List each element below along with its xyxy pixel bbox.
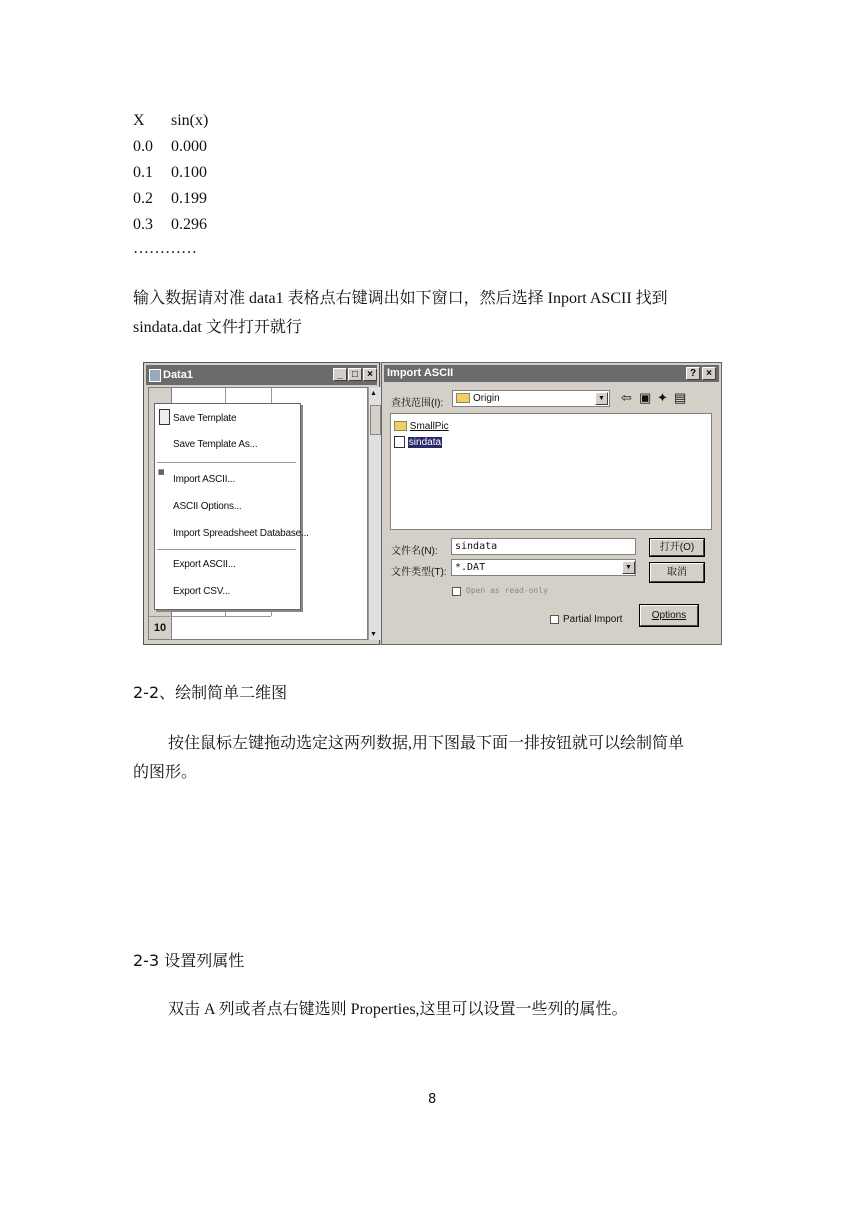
file-icon	[394, 436, 405, 448]
filetype-select[interactable]: *.DAT	[451, 559, 636, 576]
file-name: sindata	[408, 436, 442, 448]
dialog-close-button[interactable]: ×	[702, 367, 716, 380]
filetype-label: 文件类型(T):	[391, 567, 447, 578]
filename-input[interactable]: sindata	[451, 538, 636, 555]
open-button[interactable]: 打开(O)	[650, 539, 704, 556]
back-icon[interactable]: ⇦	[621, 390, 632, 405]
context-menu	[154, 403, 309, 610]
cell-sin: 0.296	[171, 216, 207, 233]
menu-import-spreadsheet-database[interactable]: Import Spreadsheet Database...	[173, 528, 309, 539]
cell-x: 0.0	[133, 138, 153, 155]
scroll-down-icon[interactable]: ▼	[370, 630, 377, 638]
vertical-scrollbar[interactable]	[368, 387, 381, 640]
look-in-label: 查找范围(I):	[391, 398, 444, 409]
data1-window	[143, 362, 380, 645]
section-heading: 2-2、绘制简单二维图	[133, 683, 288, 702]
cell-sin: 0.000	[171, 138, 207, 155]
list-item[interactable]	[394, 436, 442, 448]
look-in-select[interactable]	[452, 390, 610, 407]
menu-import-ascii[interactable]: Import ASCII...	[173, 474, 236, 485]
help-button[interactable]: ?	[686, 367, 700, 380]
ellipsis: …………	[133, 240, 197, 257]
dialog-title: Import ASCII	[387, 367, 454, 379]
readonly-label: Open as read-only	[466, 586, 548, 595]
partial-import-label: Partial Import	[563, 614, 623, 625]
cell-x: 0.1	[133, 164, 153, 181]
folder-icon	[394, 421, 407, 431]
menu-ascii-options[interactable]: ASCII Options...	[173, 501, 242, 512]
cancel-button[interactable]: 取消	[650, 563, 704, 582]
chevron-down-icon[interactable]: ▼	[595, 392, 608, 405]
paragraph-line: 双击 A 列或者点右键选则 Properties,这里可以设置一些列的属性。	[168, 1001, 628, 1018]
up-folder-icon[interactable]: ▣	[639, 390, 652, 405]
cell-sin: 0.100	[171, 164, 207, 181]
paragraph-line: sindata.dat 文件打开就行	[133, 319, 302, 336]
chevron-down-icon[interactable]: ▼	[622, 561, 635, 574]
cell-x: 0.3	[133, 216, 153, 233]
col-x-header: X	[133, 112, 145, 129]
scroll-up-icon[interactable]: ▲	[370, 389, 377, 397]
menu-save-template[interactable]: Save Template	[173, 413, 237, 424]
paragraph-line: 按住鼠标左键拖动选定这两列数据,用下图最下面一排按钮就可以绘制简单	[168, 735, 685, 752]
look-in-value: Origin	[473, 393, 500, 404]
list-item[interactable]	[394, 421, 449, 432]
maximize-button[interactable]: □	[348, 368, 362, 381]
minimize-button[interactable]: _	[333, 368, 347, 381]
new-folder-icon[interactable]: ✦	[657, 390, 668, 405]
data1-title-bar	[146, 365, 377, 385]
cell-sin: 0.199	[171, 190, 207, 207]
view-menu-icon[interactable]: ▤	[674, 390, 687, 405]
filename-label: 文件名(N):	[391, 546, 438, 557]
folder-icon	[456, 393, 470, 403]
file-name: SmallPic	[409, 421, 449, 432]
file-list[interactable]	[390, 413, 712, 530]
worksheet-icon	[149, 369, 161, 382]
readonly-checkbox[interactable]	[452, 587, 461, 596]
partial-import-checkbox[interactable]	[550, 615, 559, 624]
paragraph-line: 的图形。	[133, 764, 198, 781]
data1-title: Data1	[163, 369, 193, 381]
scroll-thumb[interactable]	[370, 405, 381, 435]
paragraph-line: 输入数据请对准 data1 表格点右键调出如下窗口，然后选择 Inport ASCII 找到	[133, 290, 668, 307]
menu-export-csv[interactable]: Export CSV...	[173, 586, 231, 597]
col-sin-header: sin(x)	[171, 112, 209, 129]
import-screenshot	[143, 362, 722, 645]
menu-separator	[157, 462, 296, 464]
import-ascii-icon: ▦	[158, 469, 165, 476]
row-divider	[149, 616, 271, 617]
save-template-icon	[159, 409, 170, 425]
cell-x: 0.2	[133, 190, 153, 207]
options-button[interactable]: Options	[640, 605, 698, 626]
row-10-label: 10	[153, 622, 167, 634]
menu-export-ascii[interactable]: Export ASCII...	[173, 559, 236, 570]
menu-separator	[157, 549, 296, 551]
close-button[interactable]: ×	[363, 368, 377, 381]
section-heading: 2-3 设置列属性	[133, 951, 245, 970]
page-number: 8	[428, 1092, 437, 1107]
import-ascii-dialog	[381, 362, 722, 645]
menu-save-template-as[interactable]: Save Template As...	[173, 439, 258, 450]
dialog-title-bar	[384, 365, 719, 382]
